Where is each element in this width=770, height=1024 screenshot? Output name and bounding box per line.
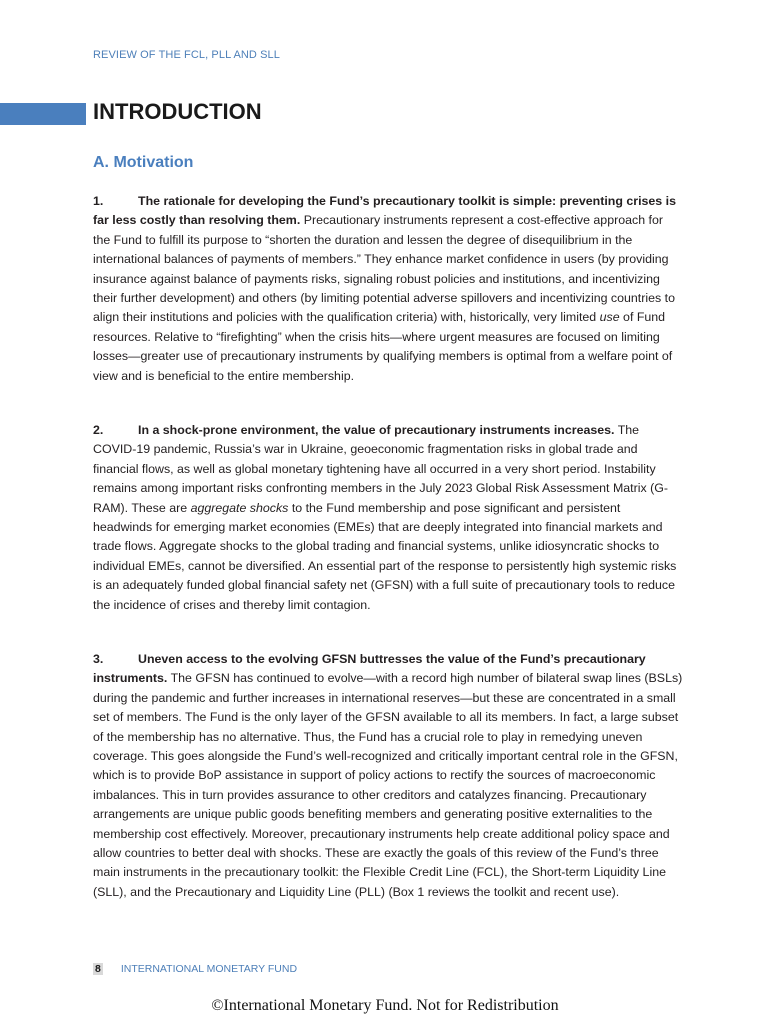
paragraph-body-cont: to the Fund membership and pose significant and persistent headwinds for emerging market economies (EMEs) that are deeply integrated into financial markets and trade flows. Aggregate shocks to the global trading and financial systems, unlike idiosyncratic shocks to individual EMEs, cannot be diversified. An essential part of the response to persistently high systemic risks is an adequately funded global financial safety net (GFSN) with a full suite of precautionary tools to reduce the incidence of crises and thereby limit contagion. — [93, 500, 677, 612]
section-title: INTRODUCTION — [93, 99, 262, 124]
paragraph-2 — [93, 421, 683, 615]
paragraph-lead: In a shock-prone environment, the value of precautionary instruments increases. — [138, 423, 615, 437]
paragraph-body: The COVID-19 pandemic, Russia’s war in Ukraine, geoeconomic fragmentation risks in global trade and financial flows, as well as global monetary tightening have all occurred in a very short period. Instability remains among important risks confronting members in the July 2023 Global Risk Assessment Matrix (G-RAM). These are — [93, 423, 669, 515]
page-number: 8 — [95, 963, 101, 975]
paragraph-number: 1. — [93, 194, 104, 208]
copyright-notice: ©International Monetary Fund. Not for Redistribution — [211, 997, 559, 1014]
page-footer — [93, 963, 297, 975]
paragraph-1 — [93, 192, 683, 386]
paragraph-body: The GFSN has continued to evolve—with a record high number of bilateral swap lines (BSLs) during the pandemic and further increases in international reserves—but these are concentrated in a small set of members. The Fund is the only layer of the GFSN available to all its members. In fact, a large subset of the membership has no alternative. Thus, the Fund has a crucial role to play in remedying uneven coverage. This goes alongside the Fund’s well-recognized and critically important central role in the GFSN, which is to provide BoP assistance in support of policy actions to rectify the sources of macroeconomic imbalances. This in turn provides assurance to other creditors and catalyzes financing. Precautionary arrangements are unique public goods benefiting members and generating positive externalities to the membership cost effectively. Moreover, precautionary instruments help create additional policy space and allow countries to better deal with shocks. These are exactly the goals of this review of the Fund’s three main instruments in the precautionary toolkit: the Flexible Credit Line (FCL), the Short-term Liquidity Line (SLL), and the Precautionary and Liquidity Line (PLL) (Box 1 reviews the toolkit and recent use). — [93, 671, 683, 899]
paragraph-number: 3. — [93, 652, 104, 666]
paragraph-lead: The rationale for developing the Fund’s precautionary toolkit is simple: preventing crises is far less costly than resolving them. — [93, 194, 676, 228]
footer-organization: INTERNATIONAL MONETARY FUND — [120, 963, 298, 975]
paragraph-lead: Uneven access to the evolving GFSN buttresses the value of the Fund’s precautionary instruments. — [93, 652, 646, 686]
paragraph-body-cont: of Fund resources. Relative to “firefighting” when the crisis hits—where urgent measures are focused on limiting losses—greater use of precautionary instruments by qualifying members is optimal from a welfare point of view and is beneficial to the entire membership. — [93, 310, 673, 383]
running-header: REVIEW OF THE FCL, PLL AND SLL — [93, 49, 280, 61]
paragraph-number: 2. — [93, 423, 104, 437]
paragraph-3 — [93, 650, 683, 902]
paragraph-emphasis: use — [599, 310, 620, 325]
paragraph-emphasis: aggregate shocks — [190, 500, 289, 515]
section-accent-bar — [0, 103, 86, 125]
subsection-heading: A. Motivation — [93, 154, 194, 171]
paragraph-body: Precautionary instruments represent a cost-effective approach for the Fund to fulfill its purpose to “shorten the duration and lessen the degree of disequilibrium in the international balances of payments of members.” They enhance market confidence in users (by providing insurance against balance of payments risks, signaling robust policies and institutions, and incentivizing their further development) and others (by limiting potential adverse spillovers and incentivizing countries to align their institutions and policies with the qualification criteria) with, historically, very limited — [93, 213, 675, 325]
